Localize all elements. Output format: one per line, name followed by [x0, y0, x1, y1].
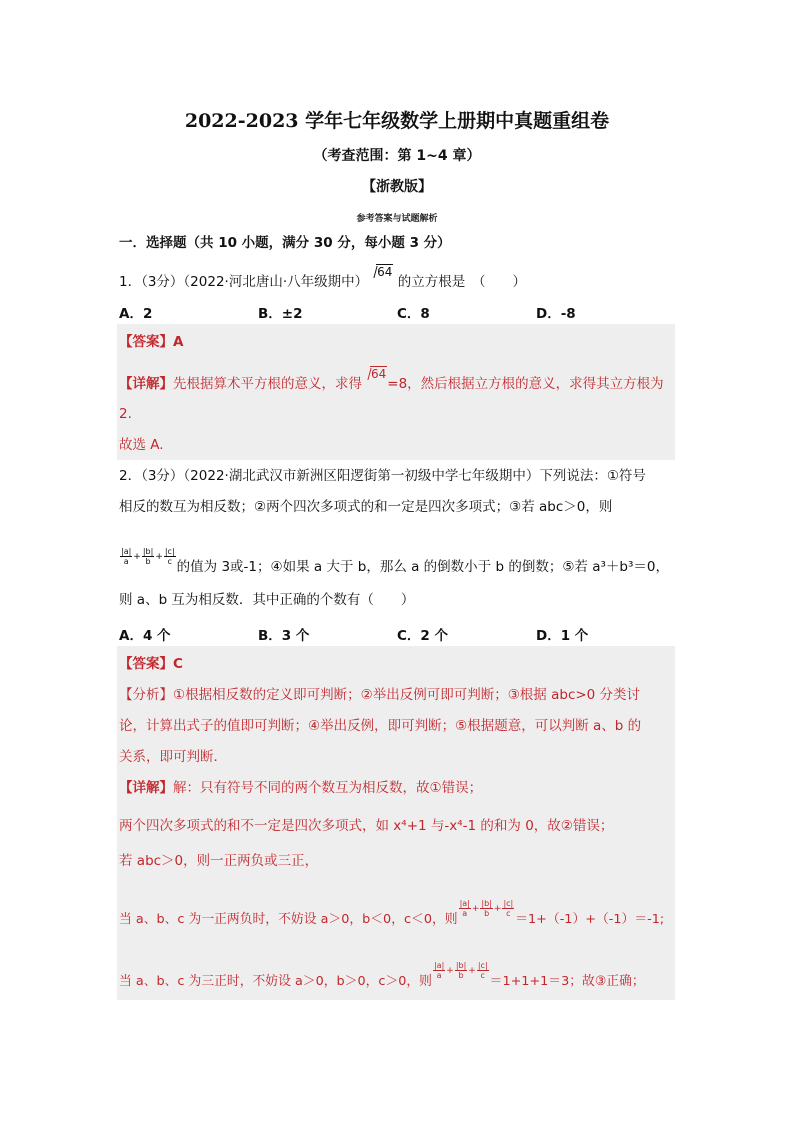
q1-detail-label: 【详解】	[119, 376, 173, 392]
q1-option-c: C．8	[397, 306, 430, 322]
q2-detail-line-4-a: 当 a、b、c 为一正两负时，不妨设 a＞0，b＜0，c＜0，则	[119, 912, 458, 927]
radicand-2: 64	[371, 367, 387, 381]
q1-detail-continued: 2.	[119, 406, 132, 422]
question-1-suffix: 的立方根是 （ ）	[393, 274, 526, 290]
q2-detail-line-5	[119, 961, 675, 993]
radicand: 64	[377, 265, 393, 279]
q2-option-a: A．4 个	[119, 628, 171, 644]
exam-scope: （考查范围：第 1~4 章）	[313, 148, 481, 164]
q2-answer: 【答案】C	[119, 656, 183, 672]
q2-detail-line-5-b: ＝1+1+1＝3；故③正确；	[489, 974, 645, 989]
section-heading: 一．选择题（共 10 小题，满分 30 分，每小题 3 分）	[119, 235, 451, 251]
fraction-b: $\frac{|b|}{b}$	[142, 547, 154, 566]
question-2-line-4: 则 a、b 互为相反数．其中正确的个数有（ ）	[119, 592, 415, 608]
question-1	[119, 265, 675, 292]
question-2-line-2: 相反的数互为相反数；②两个四次多项式的和一定是四次多项式；③若 abc＞0，则	[119, 499, 613, 515]
q2-detail-line-1	[119, 778, 675, 798]
question-2-line-3	[119, 547, 675, 579]
q2-option-d: D．1 个	[536, 628, 589, 644]
q2-analysis-line-2: 论，计算出式子的值即可判断；④举出反例，即可判断；⑤根据题意，可以判断 a、b 的	[119, 718, 642, 734]
q2-detail-line-4	[119, 899, 675, 931]
sqrt-symbol	[368, 262, 393, 282]
q1-detail-a: 先根据算术平方根的意义，求得	[173, 376, 362, 392]
q1-detail-b: =8，然后根据立方根的意义，求得其立方根为	[387, 376, 664, 392]
q2-detail-line-5-a: 当 a、b、c 为三正时，不妨设 a＞0，b＞0，c＞0，则	[119, 974, 432, 989]
abs-fraction-sum-2: $\frac{|a|}{a}$ + $\frac{|b|}{b}$ + $\frac{|c|}{c}$	[459, 899, 514, 918]
q1-conclusion: 故选 A.	[119, 437, 164, 453]
page-title: 2022-2023 学年七年级数学上册期中真题重组卷	[184, 110, 610, 132]
q2-detail-text: 解：只有符号不同的两个数互为相反数，故①错误；	[173, 780, 483, 796]
abs-fraction-sum: $\frac{|a|}{a}$ + $\frac{|b|}{b}$ + $\frac{|c|}{c}$	[121, 547, 175, 566]
q1-answer: 【答案】A	[119, 334, 184, 350]
question-2-line-3-text: 的值为 3或-1；④如果 a 大于 b，那么 a 的倒数小于 b 的倒数；⑤若 a³＋b³＝0，	[176, 559, 669, 575]
q2-detail-line-3: 若 abc＞0，则一正两负或三正，	[119, 853, 319, 869]
edition-label: 【浙教版】	[362, 179, 432, 195]
q1-option-a: A．2	[119, 306, 153, 322]
q2-detail-label: 【详解】	[119, 780, 173, 796]
fraction-c: $\frac{|c|}{c}$	[164, 547, 175, 566]
abs-fraction-sum-3: $\frac{|a|}{a}$ + $\frac{|b|}{b}$ + $\frac{|c|}{c}$	[433, 961, 488, 980]
fraction-a: $\frac{|a|}{a}$	[121, 547, 132, 566]
q1-option-d: D．-8	[536, 306, 576, 322]
question-1-prefix: 1．（3分）（2022·河北唐山·八年级期中）	[119, 274, 369, 290]
q2-detail-line-2: 两个四次多项式的和不一定是四次多项式，如 x⁴+1 与-x⁴-1 的和为 0，故②错误；	[119, 818, 614, 834]
q2-option-c: C．2 个	[397, 628, 449, 644]
q2-detail-line-4-b: ＝1+（-1）+（-1）＝-1;	[515, 912, 665, 927]
q2-analysis-line-3: 关系，即可判断．	[119, 749, 227, 765]
answer-reference-label: 参考答案与试题解析	[356, 214, 438, 224]
q1-detail	[119, 367, 675, 394]
q2-option-b: B．3 个	[258, 628, 310, 644]
question-2-line-1: 2．（3分）（2022·湖北武汉市新洲区阳逻街第一初级中学七年级期中）下列说法：①符号	[119, 468, 646, 484]
sqrt-symbol-2	[362, 364, 387, 384]
q1-option-b: B．±2	[258, 306, 303, 322]
q2-analysis-line-1: 【分析】①根据相反数的定义即可判断；②举出反例可即可判断；③根据 abc>0 分类讨	[119, 687, 641, 703]
